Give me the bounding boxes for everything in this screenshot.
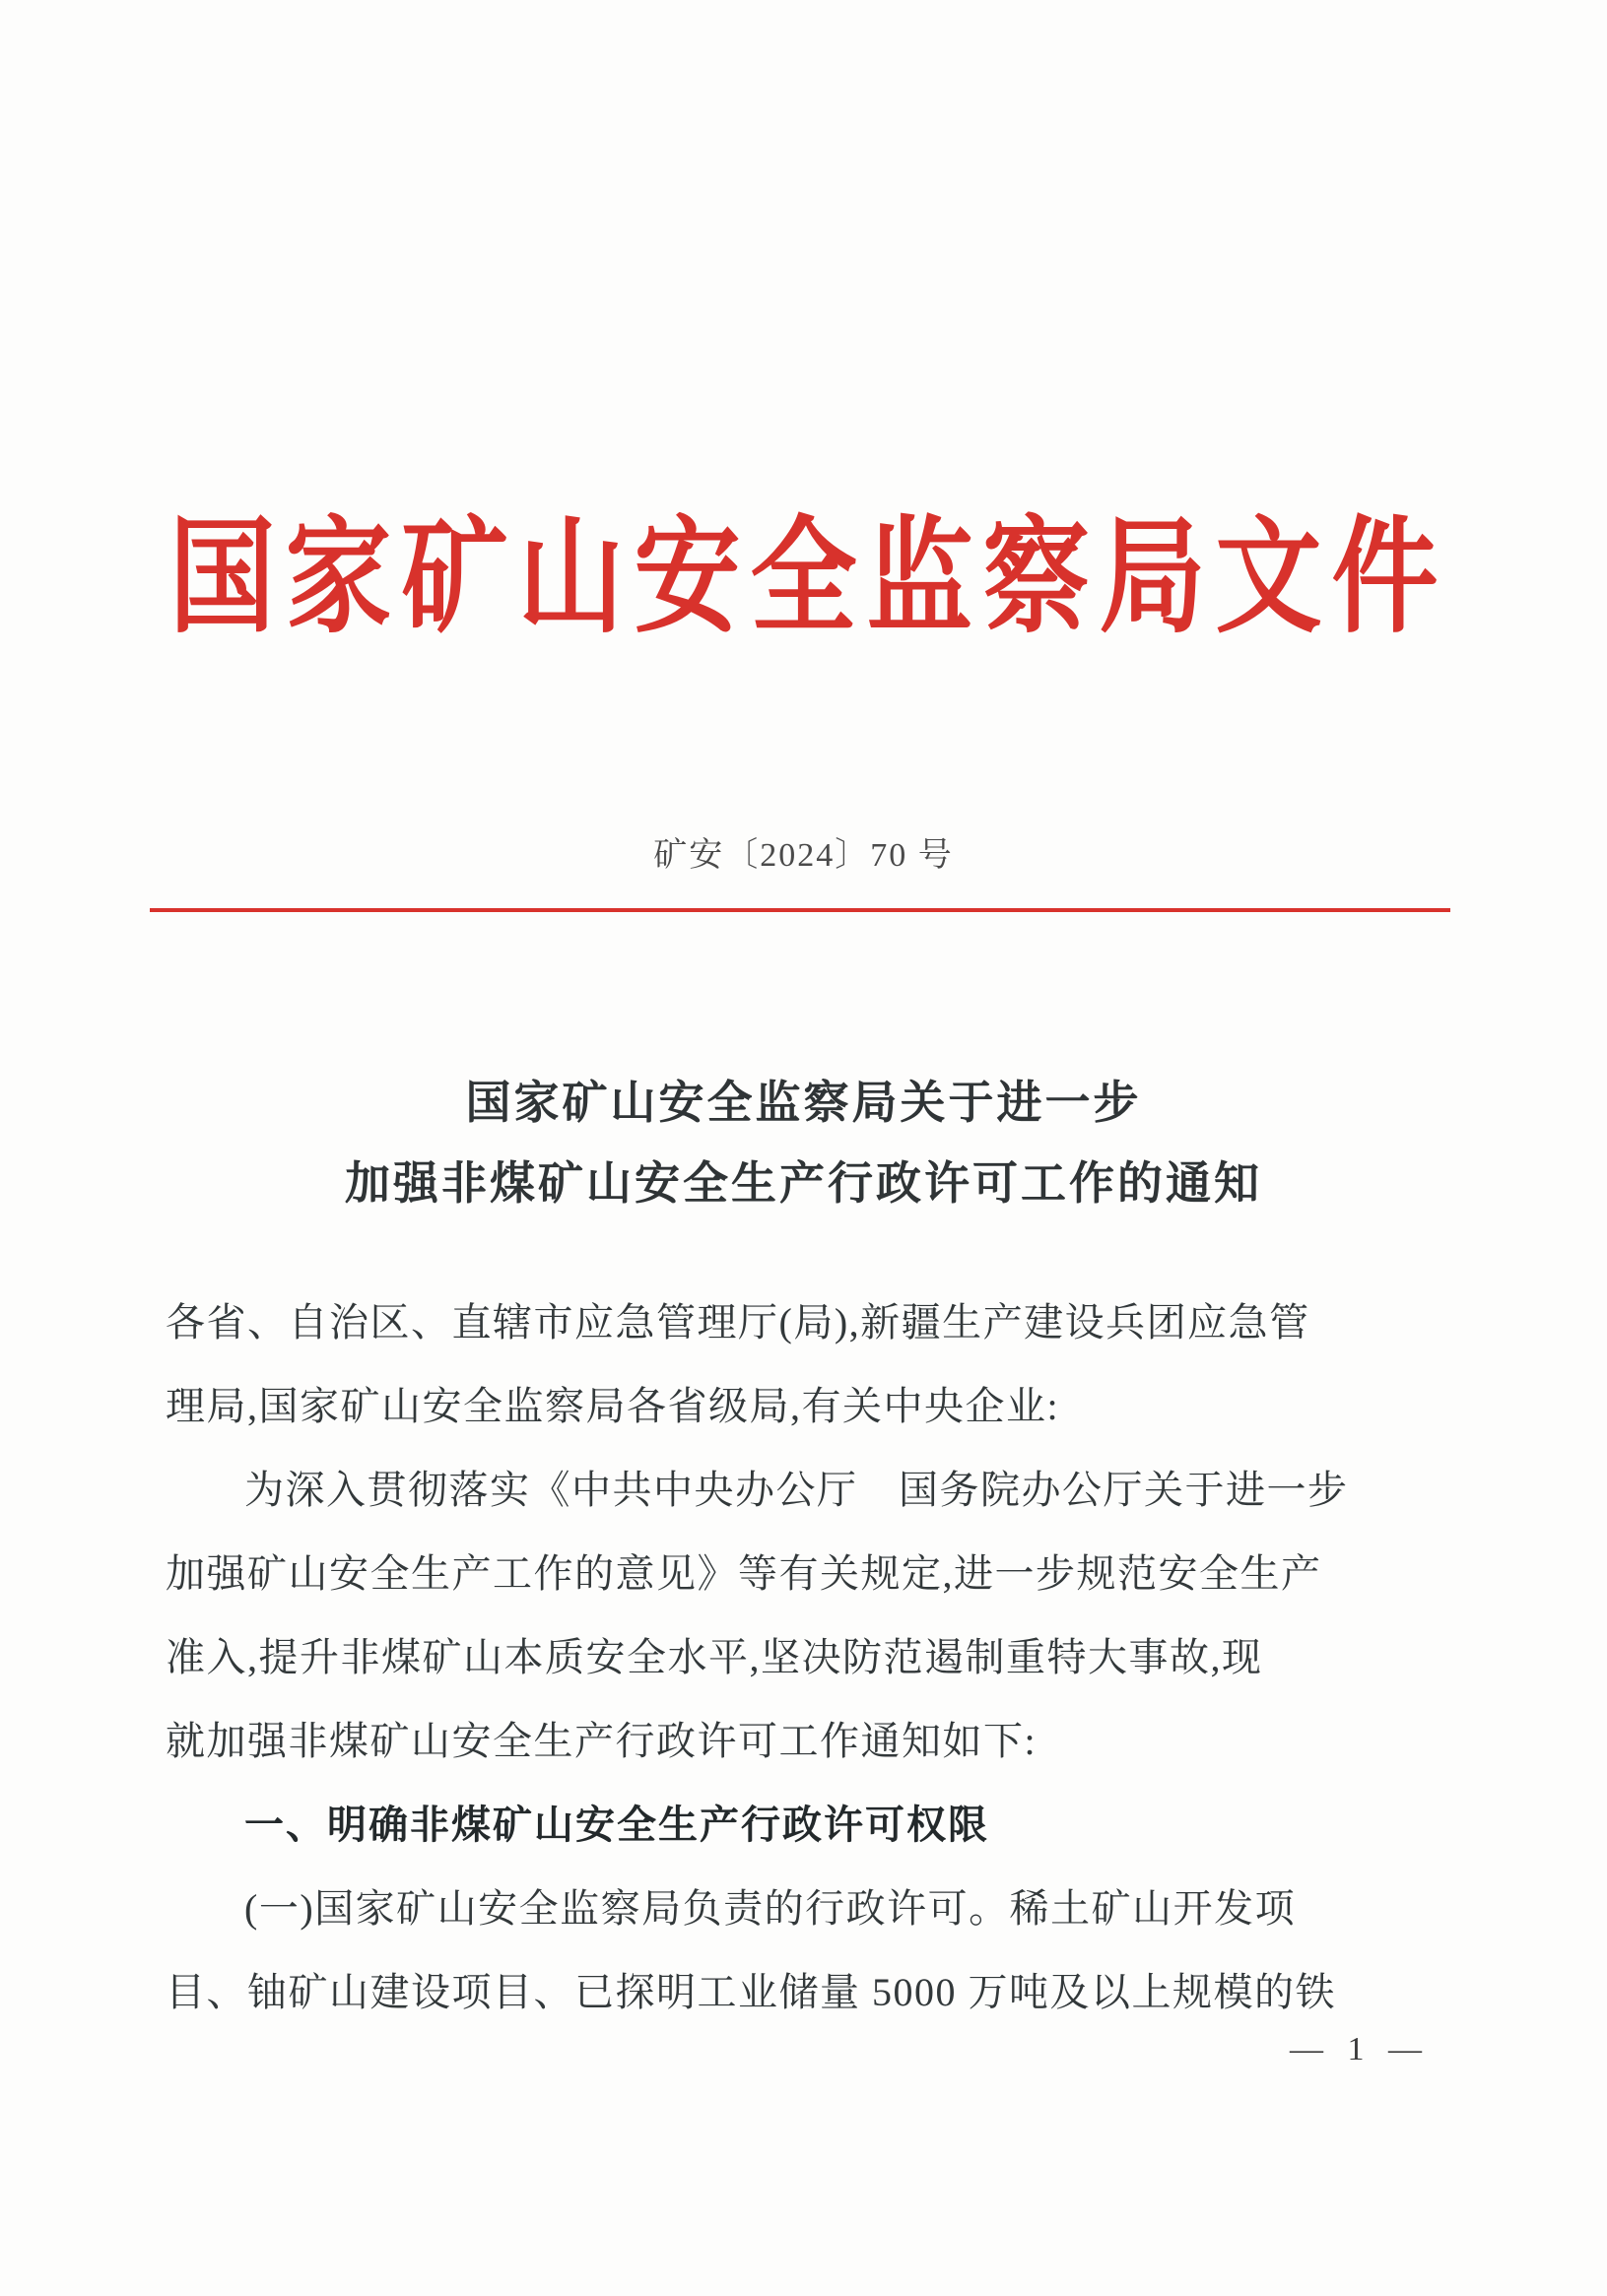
document-body — [166, 1280, 1446, 2034]
document-title-line-1: 国家矿山安全监察局关于进一步 — [465, 1076, 1142, 1129]
red-separator-rule — [150, 908, 1450, 912]
masthead — [0, 503, 1607, 651]
paragraph-2-line-2: 目、铀矿山建设项目、已探明工业储量 5000 万吨及以上规模的铁 — [166, 1970, 1336, 2014]
masthead-title: 国家矿山安全监察局文件 — [168, 503, 1448, 651]
recipients-line-2: 理局,国家矿山安全监察局各省级局,有关中央企业: — [166, 1384, 1060, 1428]
paragraph-1-line-1: 为深入贯彻落实《中共中央办公厅 国务院办公厅关于进一步 — [244, 1468, 1349, 1512]
paragraph-1-line-3: 准入,提升非煤矿山本质安全水平,坚决防范遏制重特大事故,现 — [166, 1635, 1263, 1679]
paragraph-1-line-2: 加强矿山安全生产工作的意见》等有关规定,进一步规范安全生产 — [166, 1551, 1322, 1596]
document-title-line-2: 加强非煤矿山安全生产行政许可工作的通知 — [345, 1156, 1262, 1210]
paragraph-1-line-4: 就加强非煤矿山安全生产行政许可工作通知如下: — [166, 1719, 1038, 1763]
recipients-line-1: 各省、自治区、直辖市应急管理厅(局),新疆生产建设兵团应急管 — [166, 1300, 1310, 1345]
page-number-footer: — 1 — — [1290, 2031, 1430, 2067]
document-title — [0, 1062, 1607, 1223]
paragraph-2-line-1: (一)国家矿山安全监察局负责的行政许可。稀土矿山开发项 — [244, 1886, 1297, 1931]
document-number: 矿安〔2024〕70 号 — [653, 837, 954, 874]
section-heading-1: 一、明确非煤矿山安全生产行政许可权限 — [244, 1803, 989, 1847]
